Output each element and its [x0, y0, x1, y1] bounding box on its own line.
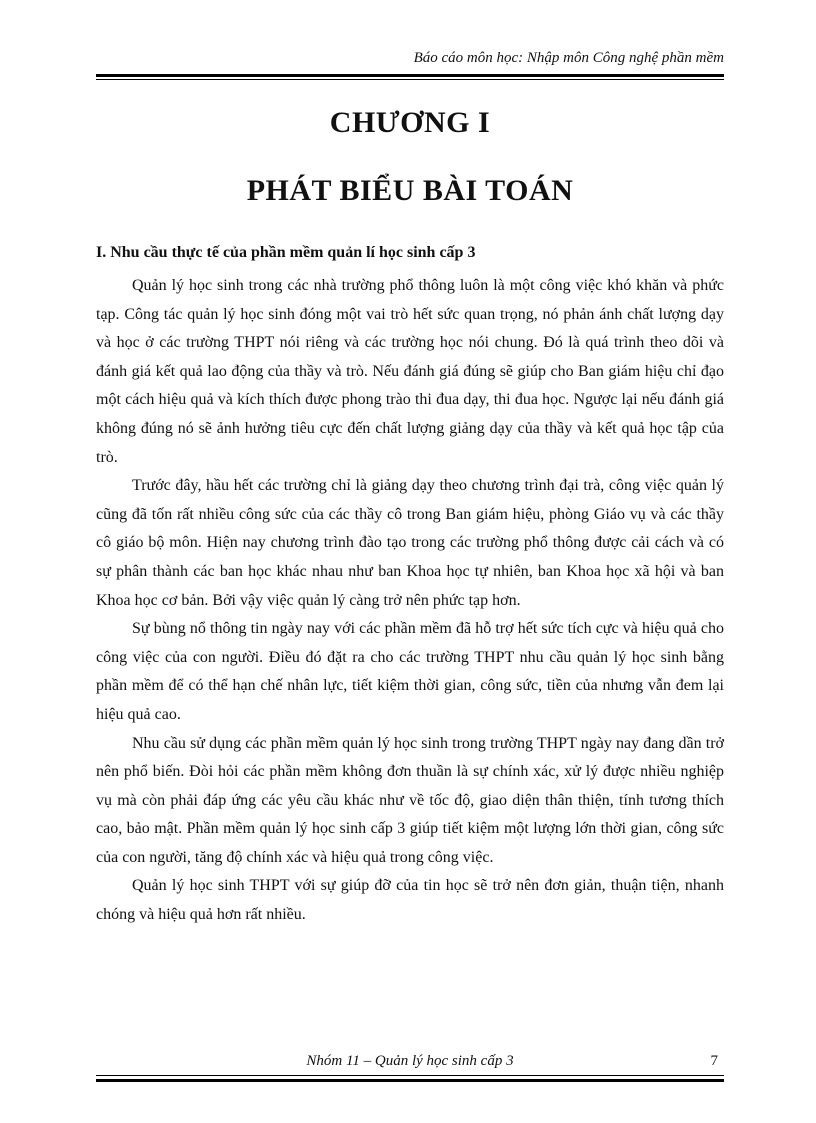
header-rule-thick — [96, 74, 724, 77]
page-number: 7 — [710, 1053, 718, 1069]
paragraph: Quản lý học sinh trong các nhà trường phổ thông luôn là một công việc khó khăn và phức tạp. Công tác quản lý học sinh đóng một vai trò hết sức quan trọng, nó phản ánh chất lượng dạy và học ở các trường THPT nói riêng và các trường học nói chung. Đó là quá trình theo dõi và đánh giá kết quả lao động của thầy và trò. Nếu đánh giá đúng sẽ giúp cho Ban giám hiệu chỉ đạo một cách hiệu quả và kích thích được phong trào thi đua dạy, thi đua học. Ngược lại nếu đánh giá không đúng nó sẽ ảnh hưởng tiêu cực đến chất lượng giảng dạy của thầy và kết quả học tập của trò. — [96, 277, 724, 466]
footer-rule-thick — [96, 1079, 724, 1082]
paragraph: Sự bùng nổ thông tin ngày nay với các phần mềm đã hỗ trợ hết sức tích cực và hiệu quả cho công việc của con người. Điều đó đặt ra cho các trường THPT nhu cầu quản lý học sinh bằng phần mềm để có thể hạn chế nhân lực, tiết kiệm thời gian, công sức, tiền của nhưng vẫn đem lại hiệu quả cao. — [96, 620, 724, 723]
header-rule-thin — [96, 79, 724, 80]
paragraph: Nhu cầu sử dụng các phần mềm quản lý học sinh trong trường THPT ngày nay đang dần trở nên phổ biến. Đòi hỏi các phần mềm không đơn thuần là sự chính xác, xử lý được nhiều nghiệp vụ mà còn phải đáp ứng các yêu cầu khác như về tốc độ, giao diện thân thiện, tính tương thích cao, bảo mật. Phần mềm quản lý học sinh cấp 3 giúp tiết kiệm một lượng lớn thời gian, công sức của con người, tăng độ chính xác và hiệu quả trong công việc. — [96, 734, 724, 866]
chapter-title: PHÁT BIỂU BÀI TOÁN — [246, 174, 574, 207]
paragraph: Quản lý học sinh THPT với sự giúp đỡ của tin học sẽ trở nên đơn giản, thuận tiện, nhanh chóng và hiệu quả hơn rất nhiều. — [96, 877, 724, 924]
footer-text: Nhóm 11 – Quản lý học sinh cấp 3 — [306, 1053, 514, 1069]
running-header: Báo cáo môn học: Nhập môn Công nghệ phần mềm — [413, 50, 724, 66]
body-text — [96, 272, 724, 930]
section-heading: I. Nhu cầu thực tế của phần mềm quản lí học sinh cấp 3 — [96, 244, 476, 261]
footer-rule-thin — [96, 1075, 724, 1076]
paragraph: Trước đây, hầu hết các trường chỉ là giảng dạy theo chương trình đại trà, công việc quản lý cũng đã tốn rất nhiều công sức của các thầy cô trong Ban giám hiệu, phòng Giáo vụ và các thầy cô giáo bộ môn. Hiện nay chương trình đào tạo trong các trường phổ thông được cải cách và có sự phân thành các ban học khác nhau như ban Khoa học tự nhiên, ban Khoa học xã hội và ban Khoa học cơ bản. Bởi vậy việc quản lý càng trở nên phức tạp hơn. — [96, 477, 724, 609]
chapter-number: CHƯƠNG I — [329, 106, 491, 139]
running-footer — [96, 1053, 724, 1073]
